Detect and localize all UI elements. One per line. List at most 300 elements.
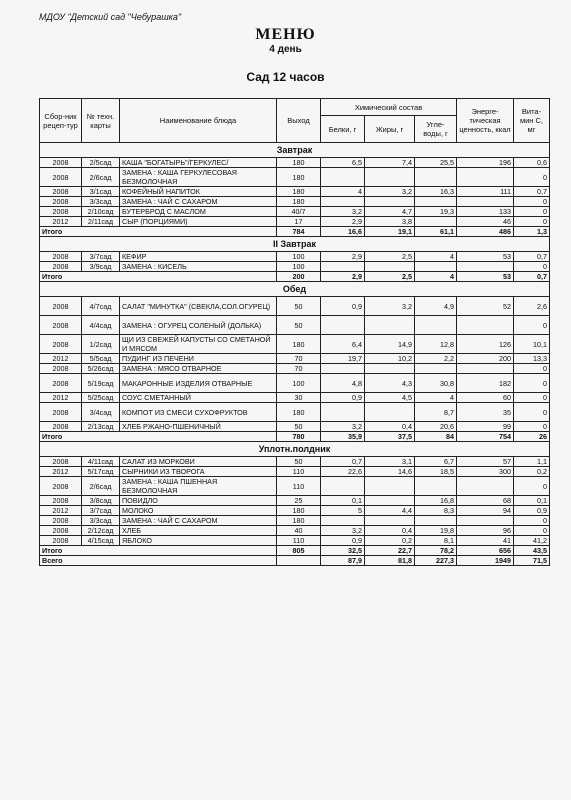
table-cell: 182 xyxy=(457,374,514,393)
table-cell: 8,7 xyxy=(415,403,457,422)
table-cell: 2008 xyxy=(40,526,82,536)
table-cell: 0,1 xyxy=(514,496,550,506)
table-cell: 180 xyxy=(277,187,321,197)
table-cell: 2008 xyxy=(40,187,82,197)
table-cell: 3/7сад xyxy=(82,252,120,262)
table-cell: 2008 xyxy=(40,207,82,217)
table-cell: 41 xyxy=(457,536,514,546)
table-cell: ЩИ ИЗ СВЕЖЕЙ КАПУСТЫ СО СМЕТАНОЙ И МЯСОМ xyxy=(120,335,277,354)
table-cell: 100 xyxy=(277,252,321,262)
table-cell: 110 xyxy=(277,477,321,496)
section-title: Обед xyxy=(40,282,550,297)
total-label: Итого xyxy=(40,227,277,237)
total-label: Итого xyxy=(40,272,277,282)
table-row xyxy=(40,374,550,393)
table-cell: 180 xyxy=(277,158,321,168)
table-cell: 50 xyxy=(277,457,321,467)
table-cell: 133 xyxy=(457,207,514,217)
table-cell xyxy=(415,516,457,526)
table-cell: 0,4 xyxy=(365,422,415,432)
table-cell: 0 xyxy=(514,393,550,403)
table-cell: 4/11сад xyxy=(82,457,120,467)
table-cell: 2/5сад xyxy=(82,158,120,168)
table-row xyxy=(40,403,550,422)
section-header xyxy=(40,442,550,457)
table-cell: 2008 xyxy=(40,252,82,262)
table-cell: 4/15сад xyxy=(82,536,120,546)
table-cell: 6,4 xyxy=(321,335,365,354)
total-cell: 26 xyxy=(514,432,550,442)
table-cell: 2/6сад xyxy=(82,168,120,187)
table-cell: 5/19сад xyxy=(82,374,120,393)
table-cell: 40 xyxy=(277,526,321,536)
table-cell: ЗАМЕНА : КАША ГЕРКУЛЕСОВАЯ БЕЗМОЛОЧНАЯ xyxy=(120,168,277,187)
table-cell: 2008 xyxy=(40,477,82,496)
table-row xyxy=(40,457,550,467)
table-cell: 126 xyxy=(457,335,514,354)
table-cell: 70 xyxy=(277,364,321,374)
table-cell: 0 xyxy=(514,217,550,227)
table-cell: БУТЕРБРОД С МАСЛОМ xyxy=(120,207,277,217)
table-cell: 3/4сад xyxy=(82,403,120,422)
table-cell xyxy=(321,197,365,207)
total-cell: 805 xyxy=(277,546,321,556)
table-cell: 2,9 xyxy=(321,217,365,227)
section-title: Завтрак xyxy=(40,143,550,158)
table-row xyxy=(40,316,550,335)
table-row xyxy=(40,197,550,207)
table-cell: 2008 xyxy=(40,457,82,467)
table-cell: 0 xyxy=(514,364,550,374)
col-name: Наименование блюда xyxy=(120,99,277,143)
table-cell xyxy=(415,197,457,207)
table-cell xyxy=(365,477,415,496)
table-cell: 10,1 xyxy=(514,335,550,354)
table-cell: 4 xyxy=(415,252,457,262)
subtitle: Сад 12 часов xyxy=(246,70,325,84)
grand-total-cell: 71,5 xyxy=(514,556,550,566)
table-row xyxy=(40,335,550,354)
table-cell: 52 xyxy=(457,297,514,316)
table-cell: СЫР (ПОРЦИЯМИ) xyxy=(120,217,277,227)
total-row xyxy=(40,432,550,442)
table-cell xyxy=(457,477,514,496)
table-cell: 0 xyxy=(514,262,550,272)
table-cell: 2008 xyxy=(40,516,82,526)
table-cell: СОУС СМЕТАННЫЙ xyxy=(120,393,277,403)
table-cell: 12,8 xyxy=(415,335,457,354)
total-cell: 35,9 xyxy=(321,432,365,442)
table-cell: 0 xyxy=(514,197,550,207)
table-cell: 6,5 xyxy=(321,158,365,168)
table-cell: ПУДИНГ ИЗ ПЕЧЕНИ xyxy=(120,354,277,364)
table-cell: 30,8 xyxy=(415,374,457,393)
table-cell: 3,2 xyxy=(321,207,365,217)
total-cell: 780 xyxy=(277,432,321,442)
table-cell: 5/26сад xyxy=(82,364,120,374)
total-cell: 22,7 xyxy=(365,546,415,556)
table-cell xyxy=(321,364,365,374)
table-cell: 3,2 xyxy=(321,422,365,432)
table-cell: 2/6сад xyxy=(82,477,120,496)
table-cell: 100 xyxy=(277,262,321,272)
table-cell xyxy=(321,516,365,526)
table-cell xyxy=(365,197,415,207)
table-cell: СЫРНИКИ ИЗ ТВОРОГА xyxy=(120,467,277,477)
table-cell: 110 xyxy=(277,536,321,546)
table-cell: ЗАМЕНА : МЯСО ОТВАРНОЕ xyxy=(120,364,277,374)
table-cell xyxy=(321,477,365,496)
table-row xyxy=(40,516,550,526)
col-uglevody: Угле-воды, г xyxy=(415,116,457,143)
table-cell: 2008 xyxy=(40,158,82,168)
table-cell: 3,2 xyxy=(321,526,365,536)
table-cell: 16,8 xyxy=(415,496,457,506)
menu-table xyxy=(39,98,550,566)
table-cell: 5/17сад xyxy=(82,467,120,477)
table-cell: 60 xyxy=(457,393,514,403)
table-cell: 2/11сад xyxy=(82,217,120,227)
table-cell: 2012 xyxy=(40,393,82,403)
table-cell: ХЛЕБ xyxy=(120,526,277,536)
table-cell: 5 xyxy=(321,506,365,516)
table-cell: ЗАМЕНА : КАША ПШЕННАЯ БЕЗМОЛОЧНАЯ xyxy=(120,477,277,496)
table-cell: САЛАТ ИЗ МОРКОВИ xyxy=(120,457,277,467)
table-row xyxy=(40,252,550,262)
table-cell xyxy=(365,403,415,422)
table-cell: 4,4 xyxy=(365,506,415,516)
total-label: Итого xyxy=(40,546,277,556)
table-cell: 50 xyxy=(277,316,321,335)
total-cell: 200 xyxy=(277,272,321,282)
table-cell: 30 xyxy=(277,393,321,403)
table-cell: 94 xyxy=(457,506,514,516)
total-cell: 78,2 xyxy=(415,546,457,556)
table-cell: 2,2 xyxy=(415,354,457,364)
col-vyhod: Выход xyxy=(277,99,321,143)
table-cell: 20,6 xyxy=(415,422,457,432)
total-cell: 32,5 xyxy=(321,546,365,556)
table-cell: 0,9 xyxy=(321,393,365,403)
table-cell: 2008 xyxy=(40,168,82,187)
total-cell: 19,1 xyxy=(365,227,415,237)
table-cell: ХЛЕБ РЖАНО-ПШЕНИЧНЫЙ xyxy=(120,422,277,432)
table-cell: 2012 xyxy=(40,467,82,477)
col-zhiry: Жиры, г xyxy=(365,116,415,143)
table-cell: 2/10сад xyxy=(82,207,120,217)
table-cell: 180 xyxy=(277,335,321,354)
table-cell: 0,7 xyxy=(514,187,550,197)
table-cell: 14,6 xyxy=(365,467,415,477)
table-cell: 111 xyxy=(457,187,514,197)
table-cell: 2/13сад xyxy=(82,422,120,432)
table-cell: 3,2 xyxy=(365,187,415,197)
table-row xyxy=(40,207,550,217)
table-cell: 2008 xyxy=(40,536,82,546)
table-cell xyxy=(321,403,365,422)
total-cell: 37,5 xyxy=(365,432,415,442)
table-cell: 2008 xyxy=(40,335,82,354)
table-cell: 99 xyxy=(457,422,514,432)
table-cell: 50 xyxy=(277,297,321,316)
table-cell: 53 xyxy=(457,252,514,262)
table-cell: 2008 xyxy=(40,197,82,207)
table-cell: 0,4 xyxy=(365,526,415,536)
table-cell: 96 xyxy=(457,526,514,536)
table-cell: 300 xyxy=(457,467,514,477)
table-cell: 0 xyxy=(514,374,550,393)
table-row xyxy=(40,496,550,506)
table-cell: 13,3 xyxy=(514,354,550,364)
table-cell: 41,2 xyxy=(514,536,550,546)
table-cell: 5/25сад xyxy=(82,393,120,403)
table-cell: 180 xyxy=(277,403,321,422)
table-cell: МОЛОКО xyxy=(120,506,277,516)
col-chem: Химический состав xyxy=(321,99,457,116)
table-cell: 8,1 xyxy=(415,536,457,546)
table-cell: 2008 xyxy=(40,422,82,432)
table-cell xyxy=(457,168,514,187)
table-cell: 0,1 xyxy=(321,496,365,506)
table-cell: ЗАМЕНА : КИСЕЛЬ xyxy=(120,262,277,272)
table-cell: 196 xyxy=(457,158,514,168)
table-cell: 18,5 xyxy=(415,467,457,477)
table-row xyxy=(40,506,550,516)
table-cell xyxy=(321,316,365,335)
total-cell: 53 xyxy=(457,272,514,282)
table-cell xyxy=(365,364,415,374)
table-cell xyxy=(415,168,457,187)
table-cell: 4,5 xyxy=(365,393,415,403)
table-cell: 0,9 xyxy=(514,506,550,516)
col-sbornik: Сбор-ник рецеп-тур xyxy=(40,99,82,143)
table-cell: 4/7сад xyxy=(82,297,120,316)
table-cell: 50 xyxy=(277,422,321,432)
total-cell: 486 xyxy=(457,227,514,237)
table-row xyxy=(40,536,550,546)
table-cell: КОМПОТ ИЗ СМЕСИ СУХОФРУКТОВ xyxy=(120,403,277,422)
total-row xyxy=(40,546,550,556)
table-cell: 0 xyxy=(514,526,550,536)
table-cell: МАКАРОННЫЕ ИЗДЕЛИЯ ОТВАРНЫЕ xyxy=(120,374,277,393)
page-title: МЕНЮ xyxy=(255,26,316,43)
table-cell: 19,7 xyxy=(321,354,365,364)
col-nomer: № техн. карты xyxy=(82,99,120,143)
table-cell: 3,1 xyxy=(365,457,415,467)
table-cell: 46 xyxy=(457,217,514,227)
table-row xyxy=(40,364,550,374)
table-cell: КАША "БОГАТЫРЬ"/ГЕРКУЛЕС/ xyxy=(120,158,277,168)
col-belki: Белки, г xyxy=(321,116,365,143)
table-cell: 4,9 xyxy=(415,297,457,316)
table-row xyxy=(40,354,550,364)
section-header xyxy=(40,143,550,158)
table-cell: 0 xyxy=(514,422,550,432)
table-cell: ПОВИДЛО xyxy=(120,496,277,506)
table-cell: 2,6 xyxy=(514,297,550,316)
table-cell: 2008 xyxy=(40,374,82,393)
table-row xyxy=(40,467,550,477)
table-cell xyxy=(321,168,365,187)
total-cell: 1,3 xyxy=(514,227,550,237)
table-cell: 3/7сад xyxy=(82,506,120,516)
table-cell: 0 xyxy=(514,207,550,217)
table-cell: ЗАМЕНА : ОГУРЕЦ СОЛЕНЫЙ (ДОЛЬКА) xyxy=(120,316,277,335)
table-cell: 0,9 xyxy=(321,536,365,546)
table-cell: 3/3сад xyxy=(82,516,120,526)
table-cell xyxy=(457,516,514,526)
total-cell: 784 xyxy=(277,227,321,237)
table-row xyxy=(40,187,550,197)
table-cell: 0 xyxy=(514,516,550,526)
table-row xyxy=(40,158,550,168)
table-row xyxy=(40,422,550,432)
table-cell: 4,8 xyxy=(321,374,365,393)
table-cell: 2012 xyxy=(40,217,82,227)
table-cell: 2008 xyxy=(40,403,82,422)
table-cell: 17 xyxy=(277,217,321,227)
table-row xyxy=(40,168,550,187)
section-title: Уплотн.полдник xyxy=(40,442,550,457)
table-cell: КЕФИР xyxy=(120,252,277,262)
table-cell: 180 xyxy=(277,197,321,207)
table-cell: 25,5 xyxy=(415,158,457,168)
col-energy: Энерге-тическая ценность, ккал xyxy=(457,99,514,143)
total-cell: 84 xyxy=(415,432,457,442)
table-cell: 1,1 xyxy=(514,457,550,467)
total-cell: 0,7 xyxy=(514,272,550,282)
table-cell: 2008 xyxy=(40,316,82,335)
table-cell xyxy=(457,364,514,374)
table-cell: 19,8 xyxy=(415,526,457,536)
table-cell: 180 xyxy=(277,168,321,187)
table-cell: 4,3 xyxy=(365,374,415,393)
table-cell: САЛАТ "МИНУТКА" (СВЕКЛА,СОЛ.ОГУРЕЦ) xyxy=(120,297,277,316)
table-cell: 2008 xyxy=(40,262,82,272)
total-cell: 4 xyxy=(415,272,457,282)
table-cell: ЯБЛОКО xyxy=(120,536,277,546)
table-cell: 0 xyxy=(514,477,550,496)
total-cell: 16,6 xyxy=(321,227,365,237)
table-cell: 2012 xyxy=(40,506,82,516)
grand-total-label: Всего xyxy=(40,556,277,566)
organization-name: МДОУ "Детский сад "Чебурашка" xyxy=(39,12,182,22)
table-cell: 14,9 xyxy=(365,335,415,354)
table-cell xyxy=(415,316,457,335)
section-title: II Завтрак xyxy=(40,237,550,252)
table-row xyxy=(40,262,550,272)
table-cell xyxy=(457,197,514,207)
table-cell xyxy=(415,477,457,496)
table-cell: 0,2 xyxy=(365,536,415,546)
table-row xyxy=(40,297,550,316)
table-cell: 180 xyxy=(277,506,321,516)
table-cell: 0 xyxy=(514,168,550,187)
table-cell xyxy=(365,316,415,335)
table-cell: 3/3сад xyxy=(82,197,120,207)
total-cell: 2,9 xyxy=(321,272,365,282)
table-cell: 2012 xyxy=(40,354,82,364)
table-cell xyxy=(415,217,457,227)
table-row xyxy=(40,477,550,496)
grand-total-cell xyxy=(277,556,321,566)
grand-total-cell: 81,8 xyxy=(365,556,415,566)
table-cell: 0,7 xyxy=(514,252,550,262)
table-cell xyxy=(415,364,457,374)
table-cell: 2,9 xyxy=(321,252,365,262)
table-cell: 5/5сад xyxy=(82,354,120,364)
table-cell: 8,3 xyxy=(415,506,457,516)
table-cell: 22,6 xyxy=(321,467,365,477)
table-cell xyxy=(365,516,415,526)
table-cell: 2008 xyxy=(40,496,82,506)
total-row xyxy=(40,227,550,237)
table-cell xyxy=(365,262,415,272)
table-cell: 0,7 xyxy=(321,457,365,467)
table-cell: 1/2сад xyxy=(82,335,120,354)
table-cell: 19,3 xyxy=(415,207,457,217)
table-cell: 0 xyxy=(514,316,550,335)
grand-total-cell: 87,9 xyxy=(321,556,365,566)
table-cell: КОФЕЙНЫЙ НАПИТОК xyxy=(120,187,277,197)
table-cell: 40/7 xyxy=(277,207,321,217)
total-label: Итого xyxy=(40,432,277,442)
day-label: 4 день xyxy=(269,44,302,55)
total-cell: 43,5 xyxy=(514,546,550,556)
total-cell: 754 xyxy=(457,432,514,442)
total-row xyxy=(40,272,550,282)
table-cell: ЗАМЕНА : ЧАЙ С САХАРОМ xyxy=(120,516,277,526)
table-cell: 3,8 xyxy=(365,217,415,227)
table-row xyxy=(40,217,550,227)
table-cell: 4/4сад xyxy=(82,316,120,335)
table-cell: 110 xyxy=(277,467,321,477)
table-cell: 3/1сад xyxy=(82,187,120,197)
table-cell: 6,7 xyxy=(415,457,457,467)
table-cell: 68 xyxy=(457,496,514,506)
table-cell: 0 xyxy=(514,403,550,422)
table-cell: 25 xyxy=(277,496,321,506)
grand-total-row xyxy=(40,556,550,566)
section-header xyxy=(40,282,550,297)
table-cell: 70 xyxy=(277,354,321,364)
col-vitamin: Вита-мин С, мг xyxy=(514,99,550,143)
total-cell: 656 xyxy=(457,546,514,556)
table-cell: 0,2 xyxy=(514,467,550,477)
table-cell: 100 xyxy=(277,374,321,393)
table-cell: 57 xyxy=(457,457,514,467)
table-cell: 4 xyxy=(321,187,365,197)
table-cell xyxy=(321,262,365,272)
table-cell: 3/8сад xyxy=(82,496,120,506)
table-cell: 0,6 xyxy=(514,158,550,168)
table-cell xyxy=(457,316,514,335)
total-cell: 2,5 xyxy=(365,272,415,282)
table-cell: 180 xyxy=(277,516,321,526)
grand-total-cell: 227,3 xyxy=(415,556,457,566)
table-cell: 2008 xyxy=(40,297,82,316)
table-cell: 7,4 xyxy=(365,158,415,168)
table-cell: 10,2 xyxy=(365,354,415,364)
table-cell: 2008 xyxy=(40,364,82,374)
table-cell xyxy=(457,262,514,272)
section-header xyxy=(40,237,550,252)
table-cell: 2,5 xyxy=(365,252,415,262)
table-cell: 3,2 xyxy=(365,297,415,316)
table-cell: 35 xyxy=(457,403,514,422)
total-cell: 61,1 xyxy=(415,227,457,237)
table-cell: ЗАМЕНА : ЧАЙ С САХАРОМ xyxy=(120,197,277,207)
